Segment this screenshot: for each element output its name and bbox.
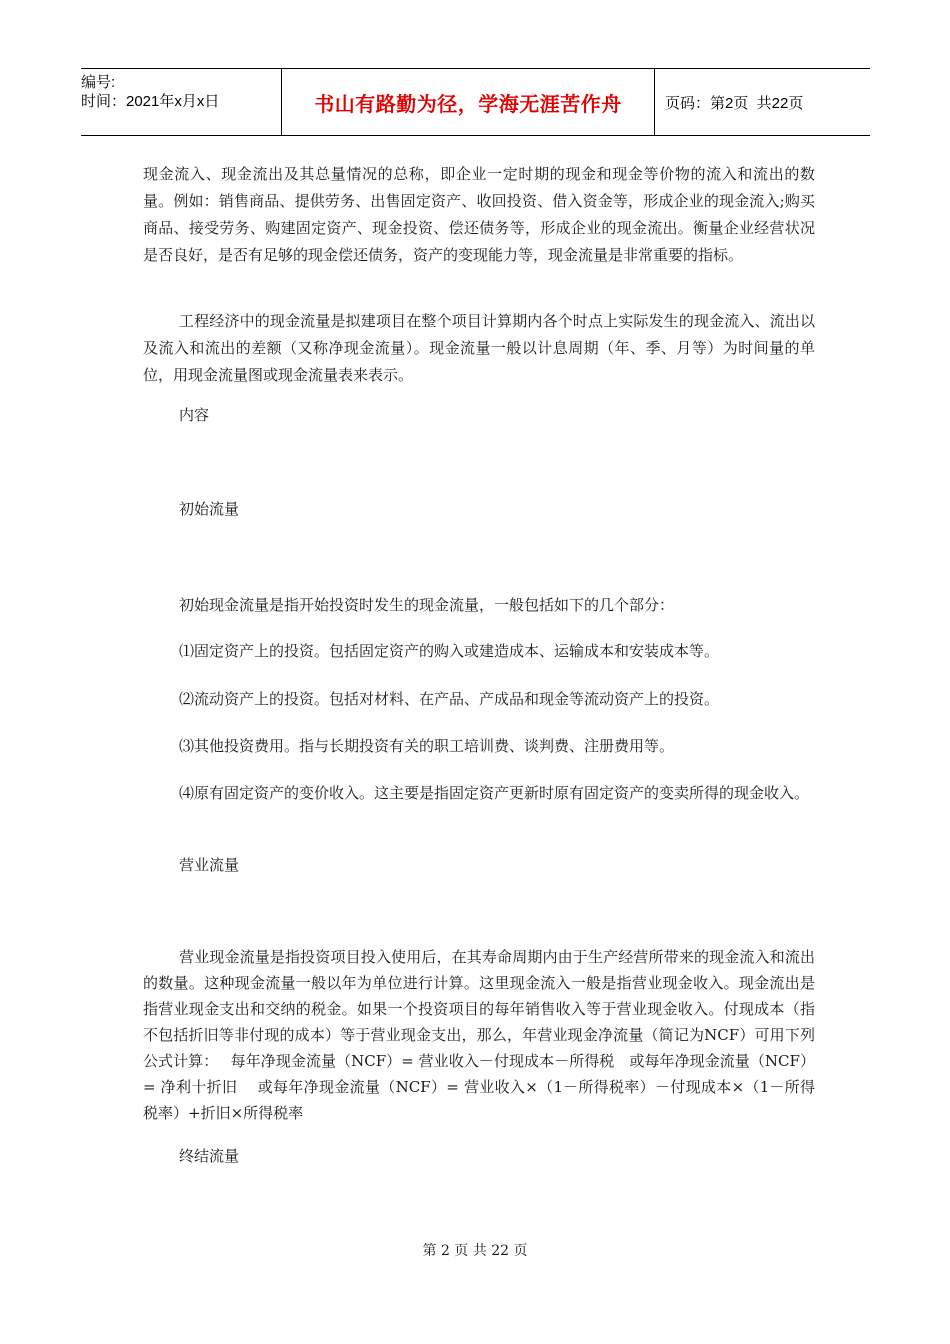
list-item-other-costs: ⑶其他投资费用。指与长期投资有关的职工培训费、谈判费、注册费用等。 — [179, 737, 675, 755]
document-number-label: 编号: — [81, 74, 116, 91]
heading-terminal-flow: 终结流量 — [179, 1147, 240, 1165]
header-motto: 书山有路勤为径，学海无涯苦作舟 — [314, 91, 622, 116]
paragraph-engineering-cash-flow: 工程经济中的现金流量是拟建项目在整个项目计算期内各个时点上实际发生的现金流入、流出以及流入和流出的差额（又称净现金流量）。现金流量一般以计息周期（年、季、月等）为时间量的单位，用现金流量图或现金流量表来表示。 — [143, 312, 815, 384]
heading-operating-flow: 营业流量 — [179, 856, 240, 874]
paragraph-initial-flow: 初始现金流量是指开始投资时发生的现金流量，一般包括如下的几个部分： — [179, 596, 675, 614]
heading-content: 内容 — [179, 406, 210, 424]
heading-initial-flow: 初始流量 — [179, 500, 240, 518]
paragraph-operating-flow: 营业现金流量是指投资项目投入使用后，在其寿命周期内由于生产经营所带来的现金流入和流出的数量。这种现金流量一般以年为单位进行计算。这里现金流入一般是指营业现金收入。现金流出是指营业现金支出和交纳的税金。如果一个投资项目的每年销售收入等于营业现金收入。付现成本（指不包括折旧等非付现的成本）等于营业现金支出，那么，年营业现金净流量（简记为NCF）可用下列公式计算： 每年净现金流量（NCF）= 营业收入－付现成本－所得税 或每年净现金流量（NCF）= 净利十折旧 或每年净现金流量（NCF）= 营业收入×（1－所得税率）－付现成本×（1－所得税率）+折旧×所得税率 — [143, 948, 815, 1122]
paragraph-cash-flow-definition: 现金流入、现金流出及其总量情况的总称，即企业一定时期的现金和现金等价物的流入和流出的数量。例如：销售商品、提供劳务、出售固定资产、收回投资、借入资金等，形成企业的现金流入;购买商品、接受劳务、购建固定资产、现金投资、偿还债务等，形成企业的现金流出。衡量企业经营状况是否良好，是否有足够的现金偿还债务，资产的变现能力等，现金流量是非常重要的指标。 — [143, 165, 815, 264]
list-item-current-assets: ⑵流动资产上的投资。包括对材料、在产品、产成品和现金等流动资产上的投资。 — [179, 690, 720, 708]
header-meta-cell — [81, 69, 282, 135]
header-motto-cell — [282, 69, 655, 135]
list-item-fixed-assets: ⑴固定资产上的投资。包括固定资产的购入或建造成本、运输成本和安装成本等。 — [179, 642, 720, 660]
header-page-cell — [655, 69, 870, 135]
document-date-label: 时间：2021年x月x日 — [81, 93, 220, 110]
header-page-label: 页码：第2页 共22页 — [665, 94, 804, 112]
page-header — [81, 68, 870, 136]
page-footer: 第 2 页 共 22 页 — [422, 1243, 528, 1259]
list-item-asset-disposal: ⑷原有固定资产的变价收入。这主要是指固定资产更新时原有固定资产的变卖所得的现金收入。 — [179, 784, 810, 802]
